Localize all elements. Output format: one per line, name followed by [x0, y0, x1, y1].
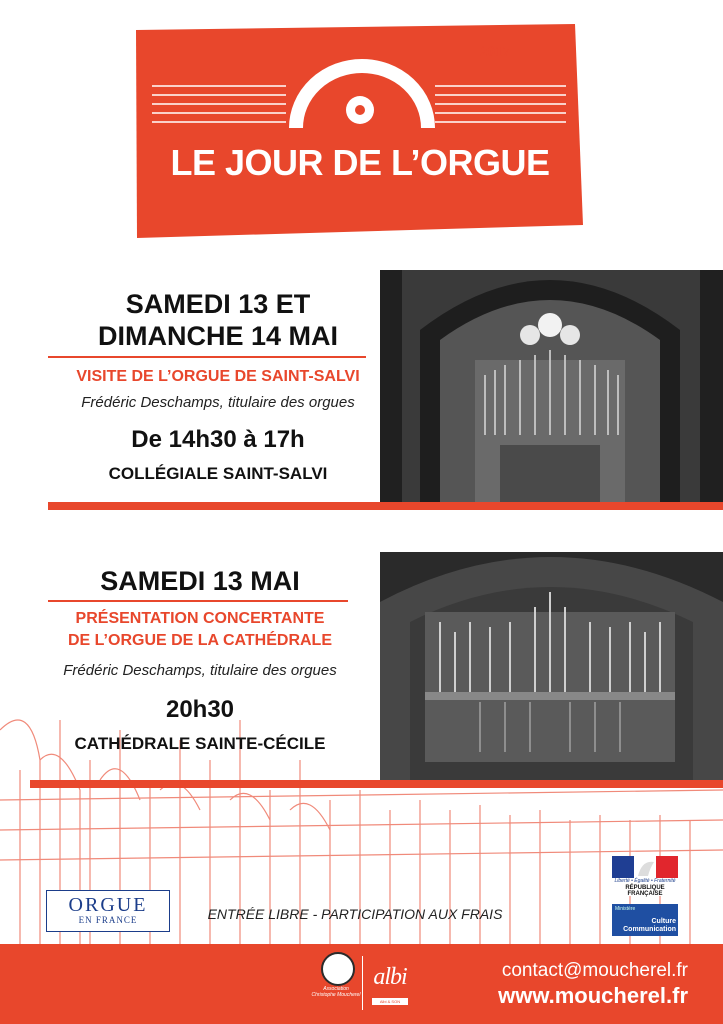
rf-name: RÉPUBLIQUE FRANÇAISE — [625, 885, 665, 897]
year-label: 2017 — [480, 44, 510, 60]
orgue-logo-main: ORGUE — [68, 894, 148, 916]
event2-performer: Frédéric Deschamps, titulaire des orgues — [63, 662, 337, 679]
event2-title-line2: DE L’ORGUE DE LA CATHÉDRALE — [67, 632, 332, 649]
marianne-flag-icon — [612, 856, 678, 878]
event1-performer: Frédéric Deschamps, titulaire des orgues — [81, 394, 355, 411]
cathedrale-organ-photo — [380, 552, 723, 780]
event1-time: De 14h30 à 17h — [131, 426, 305, 453]
event2-venue: CATHÉDRALE SAINTE-CÉCILE — [74, 734, 326, 753]
albi-wordmark: albi — [373, 964, 407, 990]
event1-venue: COLLÉGIALE SAINT-SALVI — [108, 464, 328, 483]
saint-salvi-organ-photo — [380, 270, 723, 502]
event2-title-divider — [48, 600, 348, 602]
communication-label: Communication — [623, 926, 676, 933]
contact-email-link[interactable]: contact@moucherel.fr — [501, 960, 688, 981]
poster-title: LE JOUR DE L’ORGUE — [170, 142, 550, 183]
ministere-culture-logo — [612, 904, 678, 936]
event1-bottom-bar — [48, 502, 723, 510]
event2-date: SAMEDI 13 MAI — [100, 566, 300, 596]
culture-label: Culture — [651, 918, 676, 925]
albi-tag — [372, 998, 408, 1005]
albi-logo — [368, 956, 412, 1012]
event2-bottom-bar — [30, 780, 723, 788]
association-label: Association — [323, 986, 349, 992]
event2-time: 20h30 — [165, 696, 235, 723]
orgue-en-france-logo — [46, 890, 170, 932]
website-link[interactable]: www.moucherel.fr — [498, 983, 688, 1008]
rf-motto: Liberté • Égalité • Fraternité — [614, 878, 676, 884]
free-entry-notice: ENTRÉE LIBRE - PARTICIPATION AUX FRAIS — [207, 906, 503, 922]
association-seal-icon — [321, 952, 355, 986]
association-name: Christophe Moucherel — [311, 992, 361, 998]
republique-francaise-logo — [612, 856, 678, 896]
event1-date-line1: SAMEDI 13 ET — [125, 289, 311, 319]
orgue-logo-sub: EN FRANCE — [78, 915, 138, 925]
association-moucherel-logo — [311, 950, 361, 1018]
event1-title: VISITE DE L’ORGUE DE SAINT-SALVI — [76, 368, 360, 385]
culture-ministere-label: Ministère — [615, 906, 636, 912]
header-banner — [0, 0, 723, 250]
event1-date-line2: DIMANCHE 14 MAI — [97, 321, 339, 351]
event1-title-divider — [48, 356, 366, 358]
event2-title-line1: PRÉSENTATION CONCERTANTE — [75, 610, 325, 627]
logo-separator — [362, 956, 363, 1010]
albi-tag-text: Albi & SON — [379, 999, 401, 1004]
